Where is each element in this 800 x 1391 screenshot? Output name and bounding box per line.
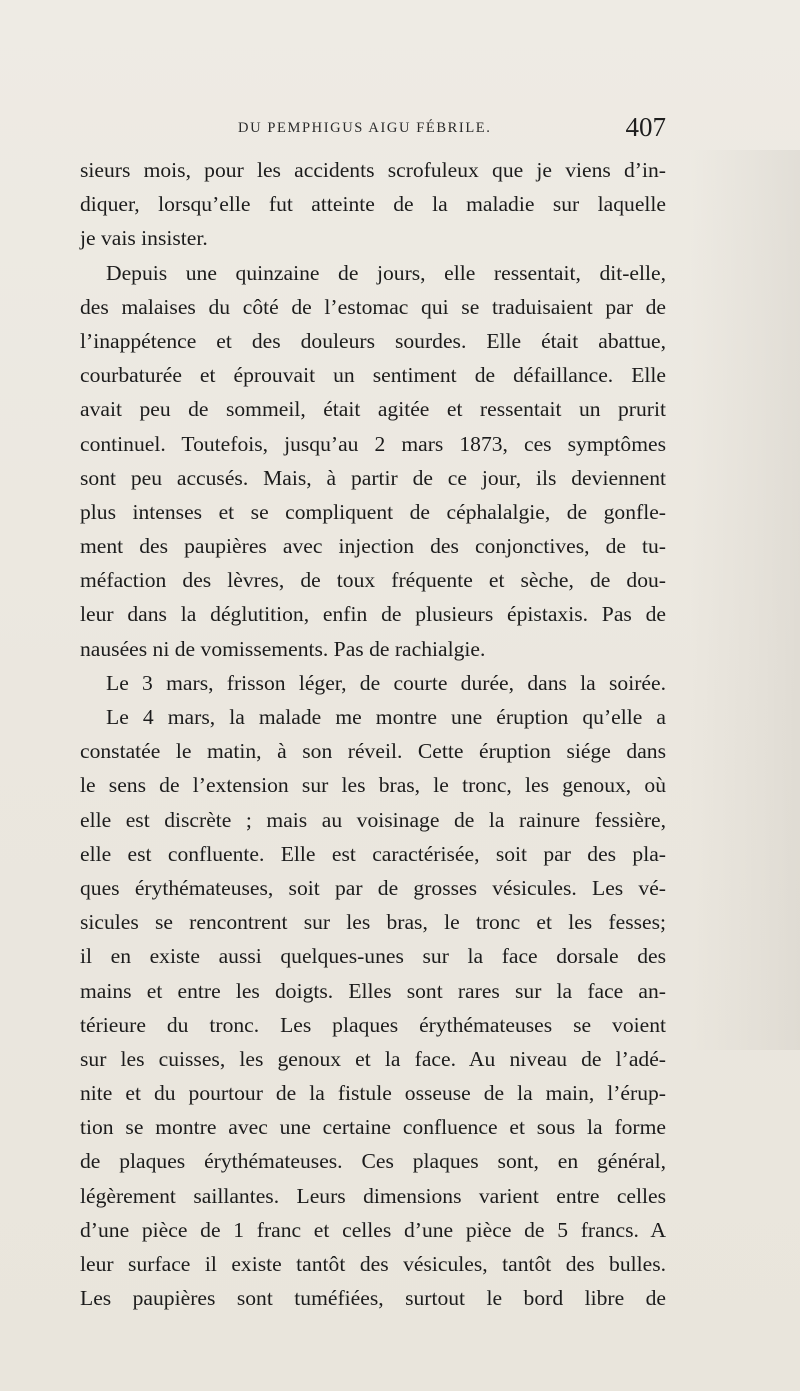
text-line: sicules se rencontrent sur les bras, le tronc et les fesses; bbox=[80, 910, 666, 935]
text-line: elle est confluente. Elle est caractérisée, soit par des pla- bbox=[80, 841, 666, 866]
text-line: mains et entre les doigts. Elles sont rares sur la face an- bbox=[80, 978, 666, 1003]
text-line: tion se montre avec une certaine confluence et sous la forme bbox=[80, 1115, 666, 1140]
text-line: Le 3 mars, frisson léger, de courte durée, dans la soirée. bbox=[106, 670, 666, 695]
text-line: nite et du pourtour de la fistule osseuse de la main, l’érup- bbox=[80, 1081, 666, 1106]
text-line: ques érythémateuses, soit par de grosses vésicules. Les vé- bbox=[80, 875, 666, 900]
text-line: plus intenses et se compliquent de céphalalgie, de gonfle- bbox=[80, 499, 666, 524]
text-line: le sens de l’extension sur les bras, le tronc, les genoux, où bbox=[80, 773, 666, 798]
body-text bbox=[80, 153, 666, 1315]
text-line: continuel. Toutefois, jusqu’au 2 mars 1873, ces symptômes bbox=[80, 431, 666, 456]
text-line: des malaises du côté de l’estomac qui se traduisaient par de bbox=[80, 294, 666, 319]
text-line: sur les cuisses, les genoux et la face. Au niveau de l’adé- bbox=[80, 1046, 666, 1071]
text-line: leur surface il existe tantôt des vésicules, tantôt des bulles. bbox=[80, 1252, 666, 1276]
text-line: leur dans la déglutition, enfin de plusieurs épistaxis. Pas de bbox=[80, 602, 666, 627]
text-line: avait peu de sommeil, était agitée et ressentait un prurit bbox=[80, 397, 666, 422]
text-line: diquer, lorsqu’elle fut atteinte de la maladie sur laquelle bbox=[80, 192, 666, 217]
running-head: DU PEMPHIGUS AIGU FÉBRILE. bbox=[238, 120, 492, 136]
page-show-through bbox=[690, 150, 800, 1050]
page-number: 407 bbox=[625, 112, 666, 142]
page-header bbox=[80, 112, 666, 152]
text-line: je vais insister. bbox=[80, 226, 208, 251]
text-line: sieurs mois, pour les accidents scrofuleux que je viens d’in- bbox=[80, 158, 666, 182]
text-line: constatée le matin, à son réveil. Cette éruption siége dans bbox=[80, 739, 666, 764]
text-line: ment des paupières avec injection des conjonctives, de tu- bbox=[80, 534, 666, 559]
text-line: Le 4 mars, la malade me montre une éruption qu’elle a bbox=[106, 705, 666, 729]
text-line: courbaturée et éprouvait un sentiment de défaillance. Elle bbox=[80, 363, 666, 388]
text-line: elle est discrète ; mais au voisinage de la rainure fessière, bbox=[80, 807, 666, 832]
text-line: l’inappétence et des douleurs sourdes. Elle était abattue, bbox=[80, 328, 666, 353]
text-line: de plaques érythémateuses. Ces plaques sont, en général, bbox=[80, 1149, 666, 1174]
text-line: d’une pièce de 1 franc et celles d’une pièce de 5 francs. A bbox=[80, 1217, 666, 1242]
text-line: nausées ni de vomissements. Pas de rachialgie. bbox=[80, 636, 486, 661]
text-line: méfaction des lèvres, de toux fréquente et sèche, de dou- bbox=[80, 568, 666, 593]
text-line: sont peu accusés. Mais, à partir de ce jour, ils deviennent bbox=[80, 465, 666, 490]
text-line: Les paupières sont tuméfiées, surtout le bord libre de bbox=[80, 1286, 666, 1311]
text-line: légèrement saillantes. Leurs dimensions varient entre celles bbox=[80, 1183, 666, 1208]
text-line: il en existe aussi quelques-unes sur la face dorsale des bbox=[80, 944, 666, 969]
text-line: Depuis une quinzaine de jours, elle ressentait, dit-elle, bbox=[106, 260, 666, 285]
text-line: térieure du tronc. Les plaques érythémateuses se voient bbox=[80, 1012, 666, 1037]
